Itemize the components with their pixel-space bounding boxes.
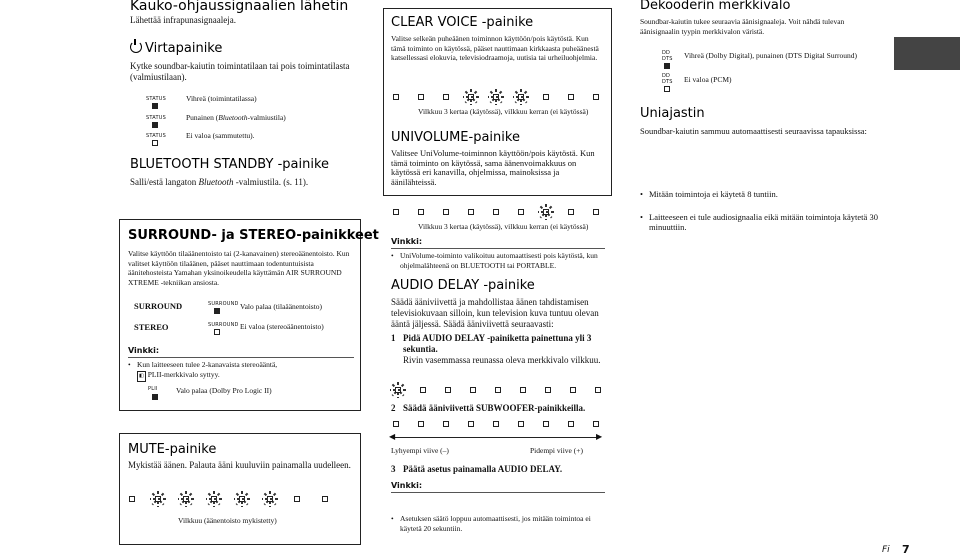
clear-caption: Vilkkuu 3 kertaa (käytössä), vilkkuu kerran (ei käytössä) — [418, 107, 589, 116]
status-led-off — [152, 140, 158, 146]
mute-led-blink — [150, 491, 166, 507]
dd-label: DD — [662, 50, 671, 56]
step2-number: 2 — [391, 403, 396, 413]
sleep-timer-item: • Laitteeseen ei tule audiosignaalia eikä mitään toimintoja käytetä 30 minuuttiin. — [640, 212, 879, 233]
delay-led — [468, 421, 474, 427]
mute-desc: Mykistää äänen. Palauta ääni kuuluviin painamalla uudelleen. — [128, 460, 351, 470]
transmitter-title: Kauko-ohjaussignaalien lähetin — [130, 0, 349, 14]
delay-range-arrow — [393, 437, 599, 438]
delay-led — [543, 421, 549, 427]
stereo-key-label: STEREO — [134, 322, 169, 332]
surround-indicator-label: SURROUND — [208, 322, 239, 328]
surround-tip: • Kun laitteeseen tulee 2-kanavaista stereoääntä, ◧ PLII-merkkivalo syttyy. — [128, 360, 277, 382]
divider — [391, 248, 605, 249]
univol-caption: Vilkkuu 3 kertaa (käytössä), vilkkuu kerran (ei käytössä) — [418, 222, 589, 231]
delay-led — [593, 421, 599, 427]
decoder-desc: Soundbar-kaiutin tukee seuraavia äänisignaaleja. Voit nähdä tulevan äänisignaalin tyypin merkkivalon väristä. — [640, 17, 845, 36]
status-label: STATUS — [146, 115, 166, 121]
audio-delay-desc: Säädä ääniviivettä ja mahdollistaa äänen tahdistamisen televisiokuvaan silloin, kun television kuva tuntuu olevan ääntä jäljessä. Säädä ääniviivettä seuraavasti: — [391, 297, 599, 329]
clear-led — [443, 94, 449, 100]
surround-box — [119, 219, 361, 411]
univol-led — [493, 209, 499, 215]
dts-label: DTS — [662, 56, 673, 62]
clear-led — [418, 94, 424, 100]
univolume-desc: Valitsee UniVolume-toiminnon käyttöön/pois käytöstä. Kun tämä toiminto on käytössä, sama äänenvoimakkuus on käytössä eri kanavilla, ohjelmissa, mainoksissa ja äänilähteissä. — [391, 148, 595, 187]
divider — [391, 492, 605, 493]
mute-title: MUTE-painike — [128, 442, 217, 457]
audio-delay-title: AUDIO DELAY -painike — [391, 278, 535, 293]
delay-led — [493, 421, 499, 427]
delay-led — [570, 387, 576, 393]
univol-led — [568, 209, 574, 215]
transmitter-subtitle: Lähettää infrapunasignaaleja. — [130, 15, 236, 25]
surround-key-label: SURROUND — [134, 301, 183, 311]
decoder-on-text: Vihreä (Dolby Digital), punainen (DTS Digital Surround) — [684, 51, 858, 60]
decoder-led-on — [664, 63, 670, 69]
univol-led — [518, 209, 524, 215]
pl2-text: Valo palaa (Dolby Pro Logic II) — [176, 386, 272, 395]
delay-tip-label: Vinkki: — [391, 481, 423, 490]
clear-led — [593, 94, 599, 100]
status-led-red — [152, 122, 158, 128]
delay-led — [568, 421, 574, 427]
pl2-led — [152, 394, 158, 400]
sleep-timer-title: Uniajastin — [640, 106, 705, 121]
decoder-led-off — [664, 86, 670, 92]
surround-led-on — [214, 308, 220, 314]
chapter-tab — [894, 37, 960, 70]
pl2-label: PLII — [148, 386, 158, 392]
delay-led — [420, 387, 426, 393]
mute-led-blink — [234, 491, 250, 507]
step2-text: Säädä ääniviivettä SUBWOOFER-painikkeilla. — [403, 403, 586, 413]
delay-led — [418, 421, 424, 427]
univol-tip-label: Vinkki: — [391, 237, 423, 246]
clear-led — [543, 94, 549, 100]
mute-led — [129, 496, 135, 502]
step1-number: 1 — [391, 333, 396, 343]
clear-led-blink — [513, 89, 529, 105]
power-icon — [130, 41, 142, 53]
mute-led-blink — [178, 491, 194, 507]
clear-led-blink — [488, 89, 504, 105]
delay-led — [393, 421, 399, 427]
bt-standby-desc: Salli/estä langaton Bluetooth -valmiustila. (s. 11). — [130, 177, 309, 187]
dd-label: DD — [662, 73, 671, 79]
step3-text: Päätä asetus painamalla AUDIO DELAY. — [403, 464, 563, 474]
clear-voice-title: CLEAR VOICE -painike — [391, 15, 534, 30]
mute-led — [322, 496, 328, 502]
surround-on-text: Valo palaa (tilaäänentoisto) — [240, 302, 323, 311]
delay-tip: • Asetuksen säätö loppuu automaattisesti, jos mitään toimintoa ei käytetä 20 sekuntiin. — [391, 514, 605, 533]
mute-caption: Vilkkuu (äänentoisto mykistetty) — [178, 516, 277, 525]
univol-led — [593, 209, 599, 215]
footer-lang: Fi — [882, 545, 890, 555]
delay-led — [443, 421, 449, 427]
step1-note: Rivin vasemmassa reunassa oleva merkkivalo vilkkuu. — [403, 355, 601, 365]
clear-led — [568, 94, 574, 100]
delay-led-blink — [390, 382, 406, 398]
mute-led — [294, 496, 300, 502]
arrow-right-icon: ▶ — [596, 432, 603, 441]
footer-page: 7 — [902, 543, 910, 556]
sleep-timer-item: • Mitään toimintoja ei käytetä 8 tuntiin. — [640, 189, 879, 200]
surround-off-text: Ei valoa (stereoäänentoisto) — [240, 322, 324, 331]
pl2-icon: ◧ — [137, 371, 146, 383]
status-label: STATUS — [146, 133, 166, 139]
status-label: STATUS — [146, 96, 166, 102]
delay-led — [545, 387, 551, 393]
mute-led-blink — [206, 491, 222, 507]
delay-led — [518, 421, 524, 427]
status-red-text: Punainen (Bluetooth-valmiustila) — [186, 113, 286, 122]
delay-led — [595, 387, 601, 393]
dts-label: DTS — [662, 79, 673, 85]
step1-text: Pidä AUDIO DELAY -painiketta painettuna yli 3 sekuntia. — [403, 333, 592, 354]
clear-led-blink — [463, 89, 479, 105]
arrow-left-icon: ◀ — [389, 432, 396, 441]
power-button-title: Virtapainike — [130, 41, 222, 56]
surround-tip-label: Vinkki: — [128, 346, 160, 355]
delay-led — [495, 387, 501, 393]
surround-title: SURROUND- ja STEREO-painikkeet — [128, 228, 379, 243]
divider — [128, 357, 354, 358]
univol-led — [443, 209, 449, 215]
status-led-green — [152, 103, 158, 109]
bt-standby-title: BLUETOOTH STANDBY -painike — [130, 157, 330, 172]
univol-led — [418, 209, 424, 215]
univol-led — [393, 209, 399, 215]
status-green-text: Vihreä (toimintatilassa) — [186, 94, 257, 103]
delay-led — [470, 387, 476, 393]
clear-voice-desc: Valitse selkeän puheäänen toiminnon käyttöön/pois käytöstä. Kun tämä toiminto on käytössä, pääset nauttimaan kirkkaasta puheäänestä katsellessasi elokuvia, televisiodraamoja, uutisia tai urheiluohjelmia. — [391, 34, 599, 62]
mute-led-blink — [262, 491, 278, 507]
surround-desc: Valitse käyttöön tilaäänentoisto tai (2-kanavainen) stereoäänentoisto. Kun valitset käyttöön tilaäänen, pääset nauttimaan todentuntuisista äänitehosteista Yamahan yksinoikeudella käyttämän AIR SURROUND XTREME -tekniikan ansiosta. — [128, 249, 350, 287]
surround-indicator-label: SURROUND — [208, 301, 239, 307]
step3-number: 3 — [391, 464, 396, 474]
delay-longer: Pidempi viive (+) — [530, 446, 583, 455]
decoder-off-text: Ei valoa (PCM) — [684, 75, 732, 84]
delay-led — [445, 387, 451, 393]
surround-led-off — [214, 329, 220, 335]
univol-tip: • UniVolume-toiminto valikoituu automaattisesti pois käytöstä, kun ohjelmalähteenä on BLUETOOTH tai PORTABLE. — [391, 251, 605, 270]
univol-led-blink — [538, 204, 554, 220]
power-button-desc: Kytke soundbar-kaiutin toimintatilaan tai pois toimintatilasta (valmiustilaan). — [130, 61, 350, 82]
decoder-title: Dekooderin merkkivalo — [640, 0, 791, 13]
sleep-timer-desc: Soundbar-kaiutin sammuu automaattisesti seuraavissa tapauksissa: — [640, 126, 867, 136]
univolume-title: UNIVOLUME-painike — [391, 130, 520, 145]
delay-shorter: Lyhyempi viive (–) — [391, 446, 449, 455]
univol-led — [468, 209, 474, 215]
status-off-text: Ei valoa (sammutettu). — [186, 131, 255, 140]
clear-led — [393, 94, 399, 100]
delay-led — [520, 387, 526, 393]
